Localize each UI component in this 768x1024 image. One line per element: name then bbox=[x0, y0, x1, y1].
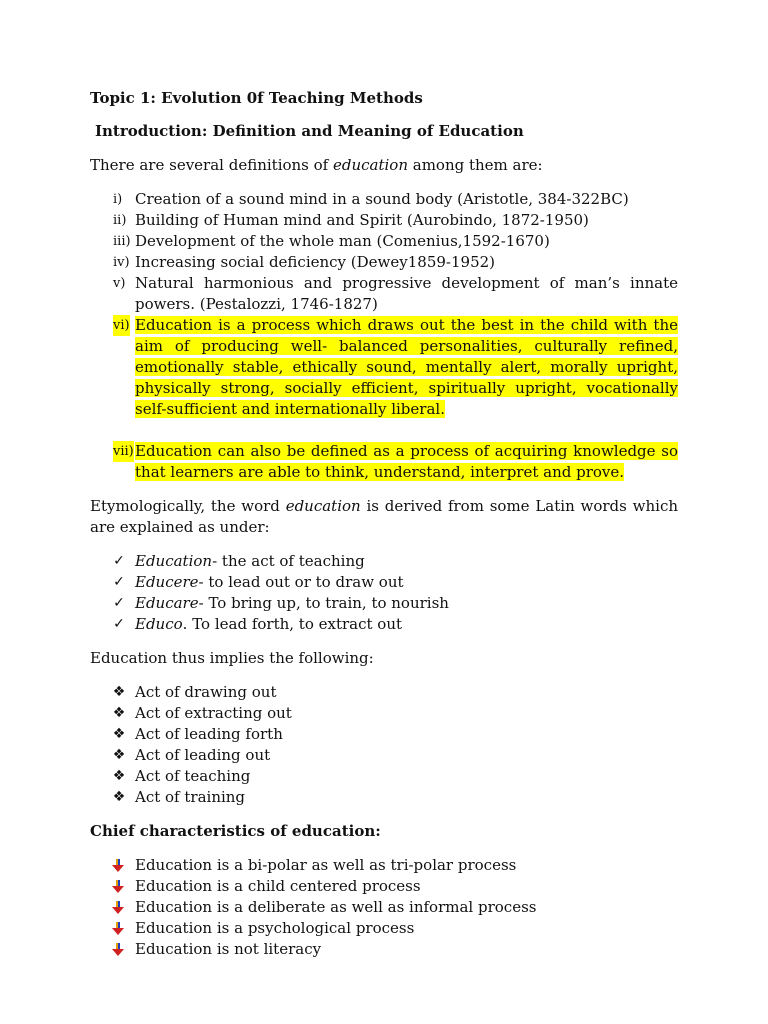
implies-heading: Education thus implies the following: bbox=[90, 649, 374, 667]
list-item bbox=[90, 614, 678, 635]
list-number: vi) bbox=[113, 315, 130, 336]
list-item bbox=[90, 939, 678, 960]
list-number: iv) bbox=[113, 255, 130, 270]
list-item-text: Education is a deliberate as well as informal process bbox=[135, 898, 537, 916]
list-item bbox=[90, 703, 678, 724]
characteristics-list bbox=[90, 855, 678, 960]
section-subtitle: Introduction: Definition and Meaning of Education bbox=[95, 122, 524, 140]
list-item bbox=[90, 918, 678, 939]
list-item-text: Act of leading forth bbox=[135, 725, 283, 743]
characteristics-heading: Chief characteristics of education: bbox=[90, 822, 381, 840]
multicolor-down-arrow-icon bbox=[112, 922, 124, 935]
latin-word: Educare bbox=[135, 594, 199, 612]
diamond-four-icon: ❖ bbox=[112, 726, 126, 742]
document-page bbox=[90, 88, 678, 973]
list-item-text: Development of the whole man (Comenius,1592-1670) bbox=[135, 232, 550, 250]
intro-text-end: among them are: bbox=[408, 156, 543, 174]
list-item-text: Act of extracting out bbox=[135, 704, 292, 722]
list-item-highlighted bbox=[90, 315, 678, 420]
list-item bbox=[90, 724, 678, 745]
list-item bbox=[90, 210, 678, 231]
etymology-emphasis: education bbox=[285, 497, 361, 515]
list-item bbox=[90, 897, 678, 918]
intro-emphasis: education bbox=[333, 156, 408, 174]
diamond-four-icon: ❖ bbox=[112, 747, 126, 763]
list-item bbox=[90, 766, 678, 787]
list-item-text: Education is a child centered process bbox=[135, 877, 421, 895]
check-mark-icon: ✓ bbox=[113, 553, 125, 569]
list-item-text: Act of leading out bbox=[135, 746, 271, 764]
multicolor-down-arrow-icon bbox=[112, 901, 124, 914]
list-item-text: Act of training bbox=[135, 788, 246, 806]
list-item-text: Act of teaching bbox=[135, 767, 251, 785]
list-item bbox=[90, 745, 678, 766]
list-number: i) bbox=[113, 192, 123, 207]
diamond-four-icon: ❖ bbox=[112, 684, 126, 700]
blank-line bbox=[90, 420, 678, 441]
multicolor-down-arrow-icon bbox=[112, 859, 124, 872]
latin-meaning: . To lead forth, to extract out bbox=[182, 615, 403, 633]
list-item-text: Education is a process which draws out the best in the child with the aim of producing well- balanced personalities, culturally refined, emotionally stable, ethically sound, mentally alert, morally upright, physically strong, socially efficient, spiritually upright, vocationally self-sufficient and internationally liberal. bbox=[135, 316, 678, 418]
latin-meaning: - the act of teaching bbox=[212, 552, 365, 570]
list-number: vii) bbox=[113, 441, 134, 462]
multicolor-down-arrow-icon bbox=[112, 943, 124, 956]
list-item bbox=[90, 551, 678, 572]
page-title: Topic 1: Evolution 0f Teaching Methods bbox=[90, 89, 423, 107]
list-item bbox=[90, 593, 678, 614]
diamond-four-icon: ❖ bbox=[112, 768, 126, 784]
list-item-text: Education is not literacy bbox=[135, 940, 322, 958]
diamond-four-icon: ❖ bbox=[112, 705, 126, 721]
list-item-text: Creation of a sound mind in a sound body (Aristotle, 384-322BC) bbox=[135, 190, 629, 208]
list-number: iii) bbox=[113, 234, 131, 249]
list-item bbox=[90, 876, 678, 897]
list-item bbox=[90, 572, 678, 593]
etymology-text: Etymologically, the word bbox=[90, 497, 286, 515]
latin-words-list bbox=[90, 551, 678, 635]
etymology-text-end: is derived from some Latin words which are explained as under: bbox=[90, 497, 679, 536]
latin-word: Educo bbox=[135, 615, 183, 633]
list-item bbox=[90, 273, 678, 315]
list-item-highlighted bbox=[90, 441, 678, 483]
list-item bbox=[90, 682, 678, 703]
latin-meaning: - To bring up, to train, to nourish bbox=[198, 594, 449, 612]
list-item-text: Increasing social deficiency (Dewey1859-1952) bbox=[135, 253, 496, 271]
list-item bbox=[90, 855, 678, 876]
etymology-paragraph bbox=[90, 496, 678, 538]
check-mark-icon: ✓ bbox=[113, 574, 125, 590]
list-item bbox=[90, 189, 678, 210]
list-item-text: Natural harmonious and progressive development of man’s innate powers. (Pestalozzi, 1746-1827) bbox=[135, 274, 678, 313]
multicolor-down-arrow-icon bbox=[112, 880, 124, 893]
list-item bbox=[90, 231, 678, 252]
check-mark-icon: ✓ bbox=[113, 616, 125, 632]
definitions-list bbox=[90, 189, 678, 483]
intro-text: There are several definitions of bbox=[90, 156, 333, 174]
list-item-text: Building of Human mind and Spirit (Aurobindo, 1872-1950) bbox=[135, 211, 589, 229]
intro-paragraph bbox=[90, 155, 678, 176]
check-mark-icon: ✓ bbox=[113, 595, 125, 611]
list-item-text: Education is a psychological process bbox=[135, 919, 415, 937]
implies-list bbox=[90, 682, 678, 808]
diamond-four-icon: ❖ bbox=[112, 789, 126, 805]
latin-meaning: - to lead out or to draw out bbox=[198, 573, 404, 591]
list-item-text: Education is a bi-polar as well as tri-polar process bbox=[135, 856, 517, 874]
list-number: v) bbox=[113, 276, 126, 291]
list-item-text: Act of drawing out bbox=[135, 683, 277, 701]
list-number: ii) bbox=[113, 213, 127, 228]
list-item bbox=[90, 787, 678, 808]
list-item-text: Education can also be defined as a process of acquiring knowledge so that learners are able to think, understand, interpret and prove. bbox=[135, 442, 678, 481]
latin-word: Education bbox=[135, 552, 213, 570]
latin-word: Educere bbox=[135, 573, 199, 591]
list-item bbox=[90, 252, 678, 273]
